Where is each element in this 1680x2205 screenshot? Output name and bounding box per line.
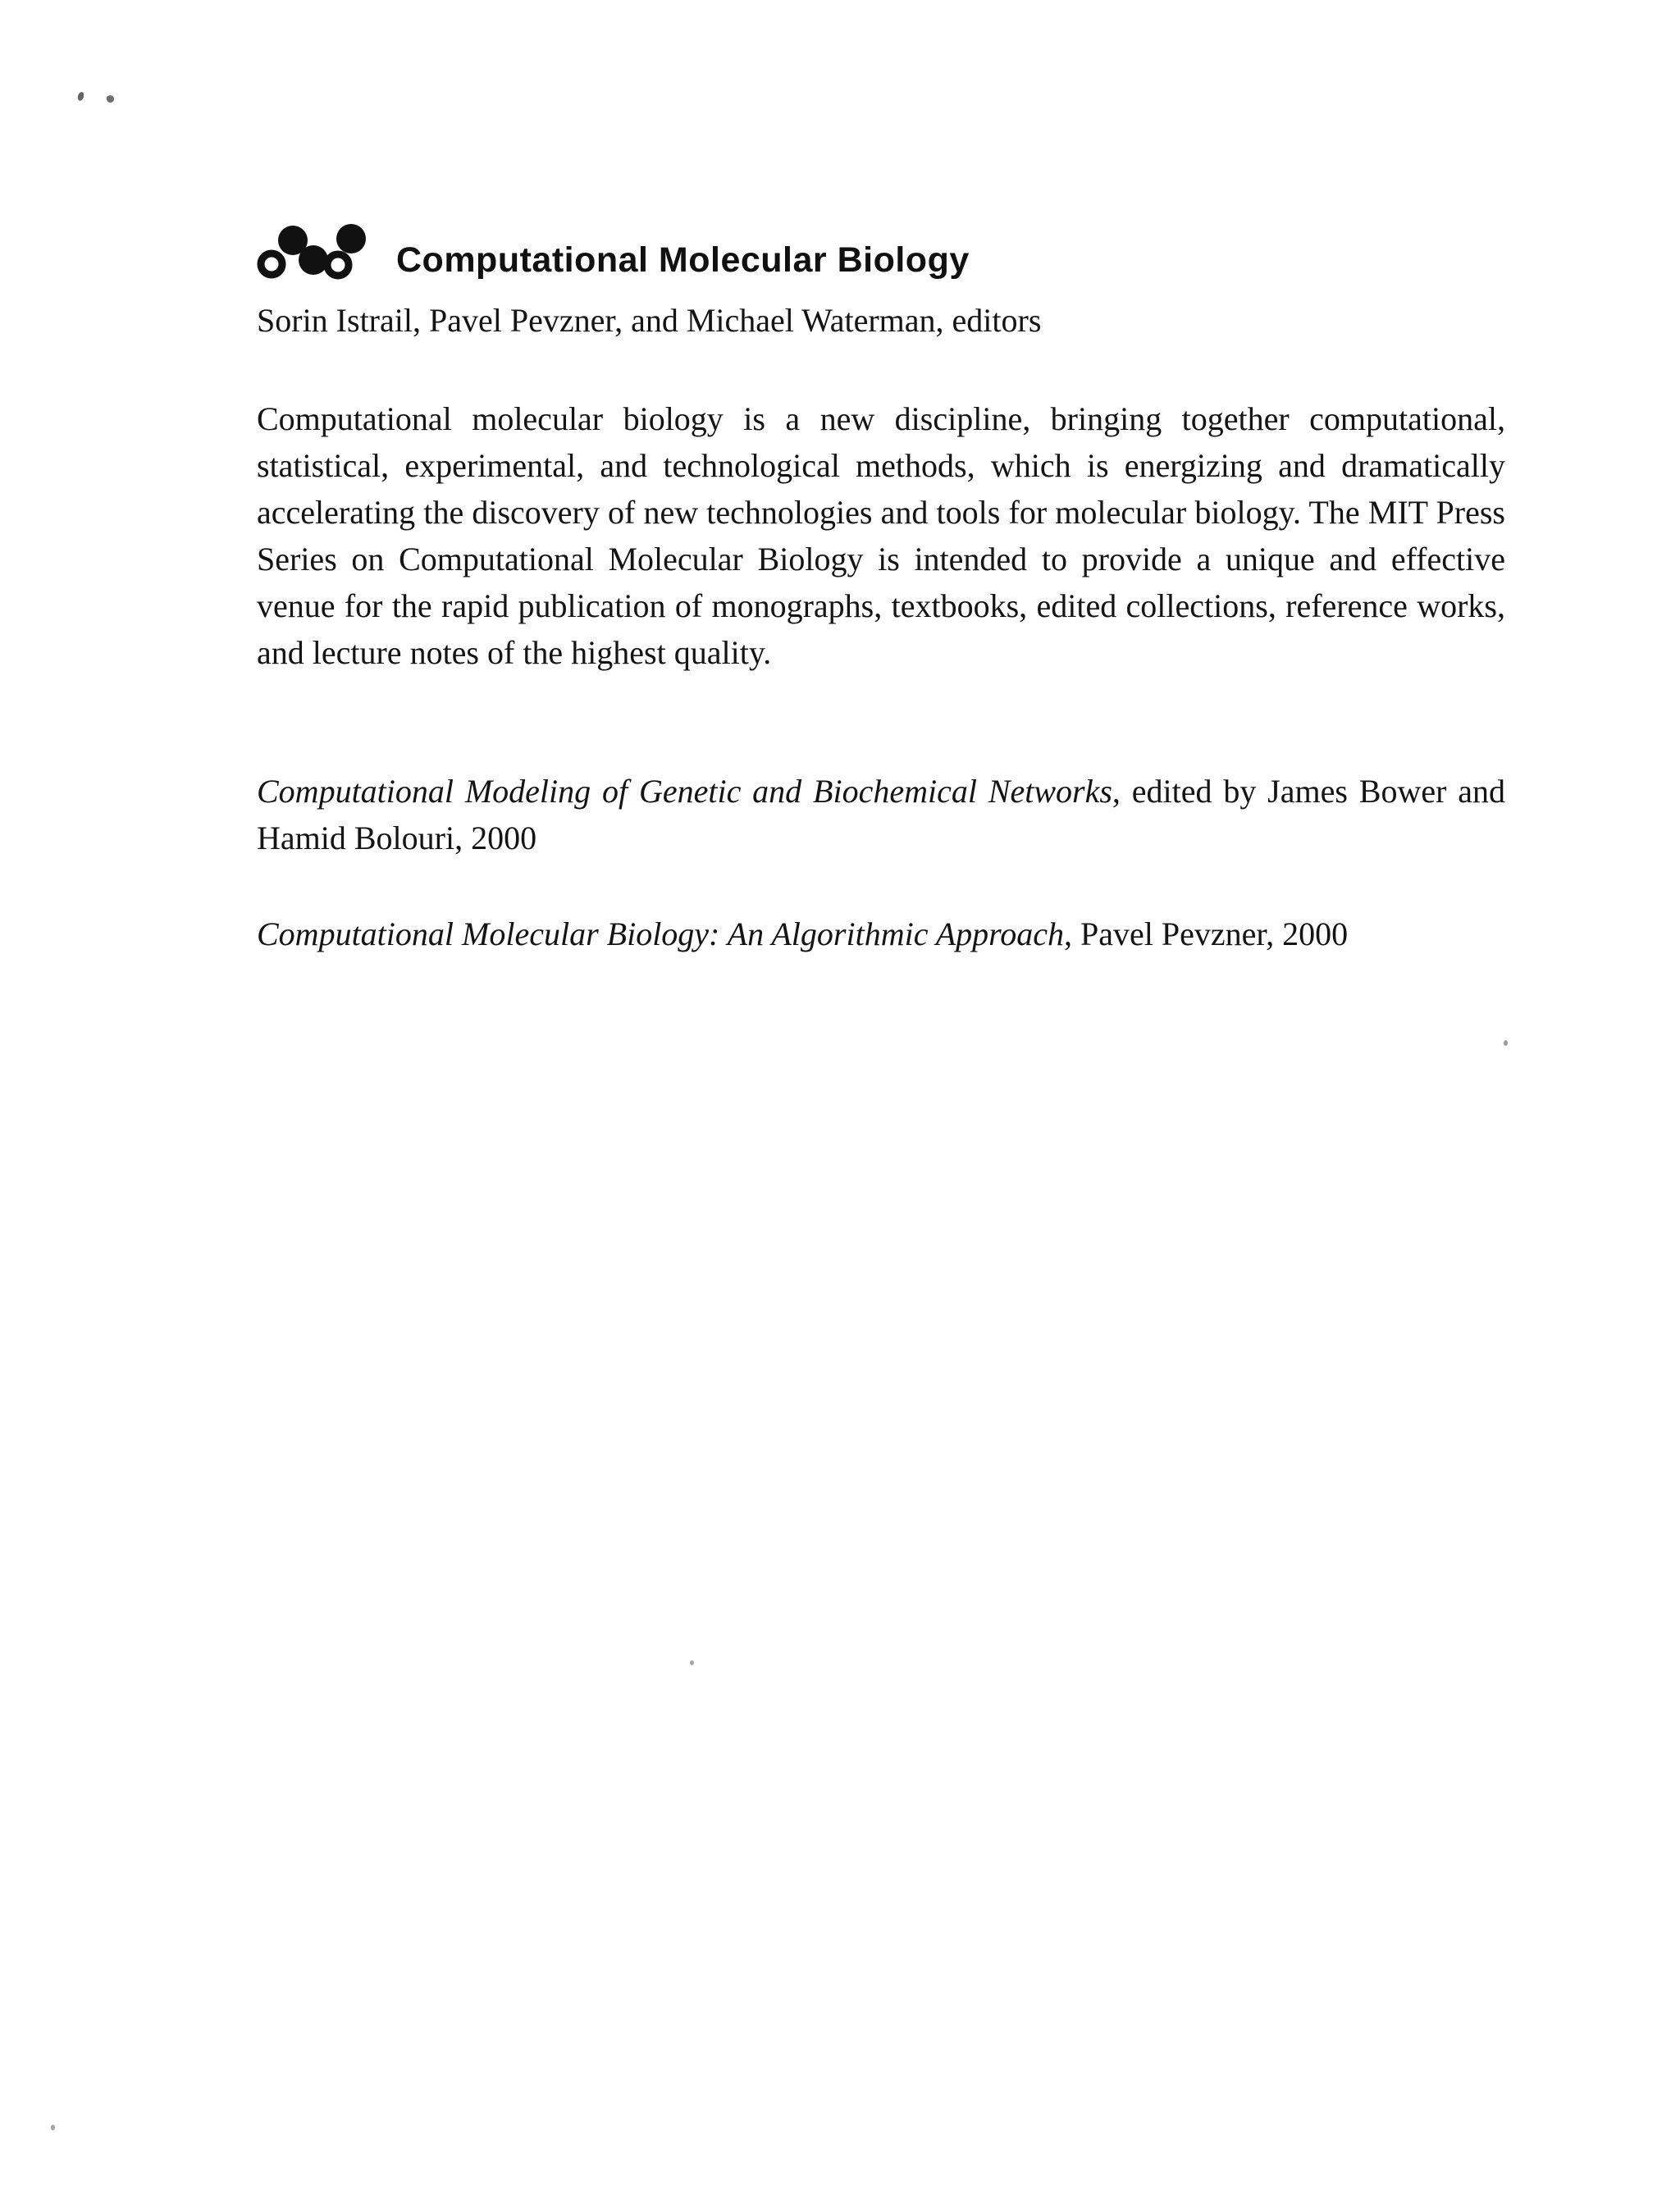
scan-artifact bbox=[690, 1660, 694, 1665]
series-editors: Sorin Istrail, Pavel Pevzner, and Michael Waterman, editors bbox=[257, 302, 1042, 339]
series-description: Computational molecular biology is a new discipline, bringing together computational, statistical, experimental, and technological methods, which is energizing and dramatically accelerating the discovery of new technologies and tools for molecular biology. The MIT Press Series on Computational Molecular Biology is intended to provide a unique and effective venue for the rapid publication of monographs, textbooks, edited collections, reference works, and lecture notes of the highest quality. bbox=[257, 400, 1505, 671]
scan-artifact bbox=[106, 94, 116, 104]
scan-artifact bbox=[76, 91, 84, 102]
series-header bbox=[257, 223, 1512, 282]
scan-artifact bbox=[51, 2125, 55, 2130]
book-title: Computational Modeling of Genetic and Biochemical Networks bbox=[257, 773, 1112, 810]
book-title: Computational Molecular Biology: An Algorithmic Approach bbox=[257, 915, 1065, 952]
book-credit: , Pavel Pevzner, 2000 bbox=[1064, 915, 1349, 952]
series-title: Computational Molecular Biology bbox=[396, 240, 970, 280]
molecule-circles-icon bbox=[257, 223, 385, 282]
book-entry bbox=[257, 768, 1505, 861]
scan-artifact bbox=[1504, 1040, 1508, 1046]
book-entry bbox=[257, 911, 1505, 957]
book-credit: , edited by James Bower and Hamid Bolouri, 2000 bbox=[257, 773, 1506, 856]
